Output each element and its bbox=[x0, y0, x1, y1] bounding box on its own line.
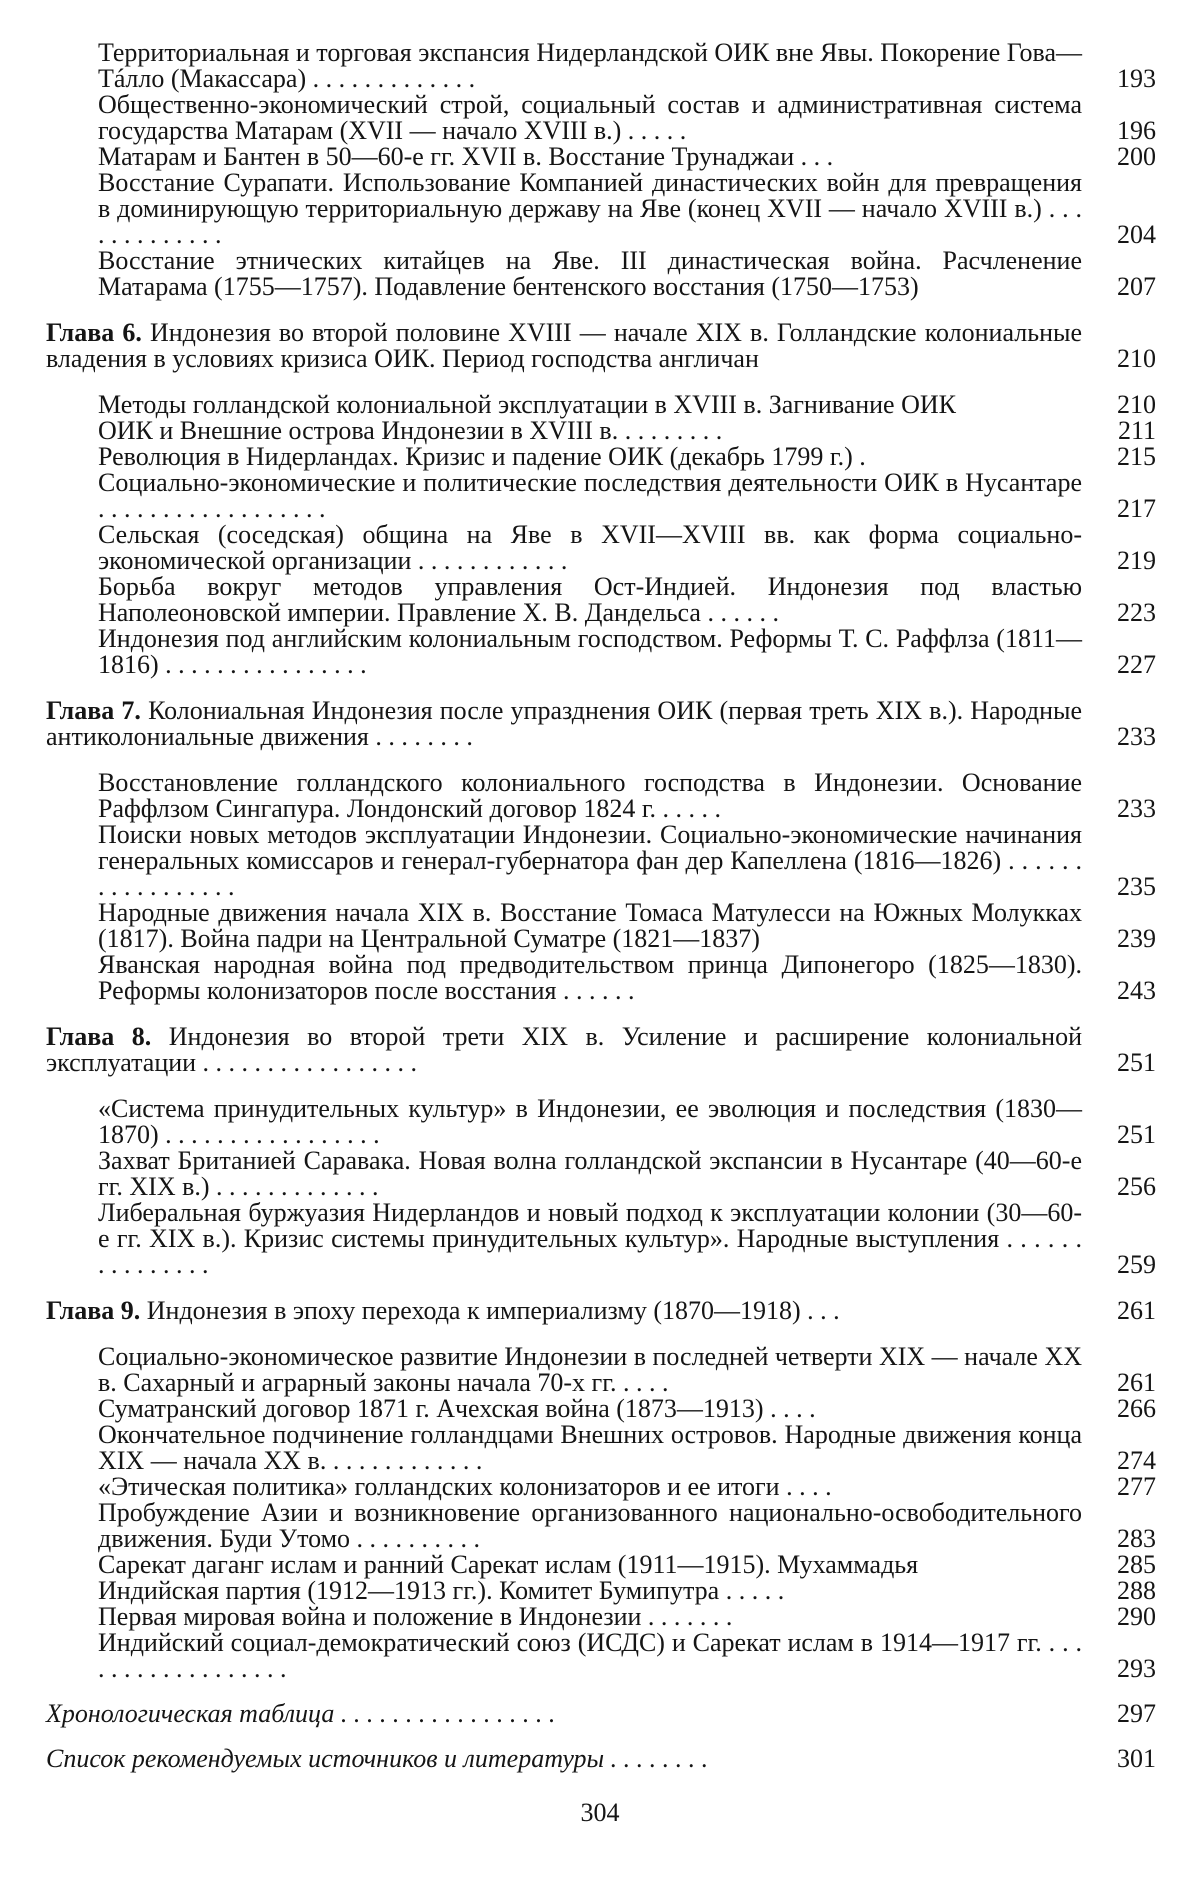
entry-page-number: 290 bbox=[1117, 1602, 1156, 1631]
entry-title: Народные движения начала XIX в. Восстание Томаса Матулесси на Южных Молукках (1817). Война падри на Центральной Суматре (1821—1837) bbox=[98, 898, 1082, 953]
entry-page-number: 251 bbox=[1117, 1048, 1156, 1077]
section-entry bbox=[98, 1096, 1156, 1148]
entry-page-number: 277 bbox=[1117, 1472, 1156, 1501]
entry-title: Хронологическая таблица . . . . . . . . . . . . . . . . . bbox=[46, 1699, 556, 1728]
entry-title: Восстановление голландского колониального господства в Индонезии. Основание Раффлзом Сингапура. Лондонский договор 1824 г. . . . . . bbox=[98, 768, 1082, 823]
chapter-label: Глава 7. bbox=[46, 696, 141, 725]
chapter-title: Колониальная Индонезия после упразднения ОИК (первая треть XIX в.). Народные антиколониальные движения . . . . . . . . bbox=[46, 696, 1082, 751]
entry-page-number: 259 bbox=[1117, 1250, 1156, 1279]
entry-title: Восстание Сурапати. Использование Компанией династических войн для превращения в доминирующую территориальную державу на Яве (конец XVII — начало XVIII в.) . . . . . . . . . . . . . bbox=[98, 168, 1082, 249]
section-entry bbox=[98, 1474, 1156, 1500]
entry-page-number: 211 bbox=[1117, 416, 1156, 445]
entry-page-number: 207 bbox=[1117, 272, 1156, 301]
entry-page-number: 293 bbox=[1117, 1654, 1156, 1683]
chapter-title: Индонезия во второй половине XVIII — начале XIX в. Голландские колониальные владения в условиях кризиса ОИК. Период господства англичан bbox=[46, 318, 1082, 373]
section-entry bbox=[98, 392, 1156, 418]
chapter-entry bbox=[46, 698, 1156, 750]
entry-page-number: 256 bbox=[1117, 1172, 1156, 1201]
section-entry bbox=[98, 900, 1156, 952]
section-entry bbox=[98, 444, 1156, 470]
section-entry bbox=[98, 470, 1156, 522]
section-entry bbox=[98, 40, 1156, 92]
entry-page-number: 215 bbox=[1117, 442, 1156, 471]
table-of-contents bbox=[46, 40, 1156, 1772]
entry-title: Методы голландской колониальной эксплуатации в XVIII в. Загнивание ОИК bbox=[98, 390, 956, 419]
entry-title: Социально-экономические и политические последствия деятельности ОИК в Нусантаре . . . . . . . . . . . . . . . . . . bbox=[98, 468, 1082, 523]
entry-title: Яванская народная война под предводительством принца Дипонегоро (1825—1830). Реформы колонизаторов после восстания . . . . . . bbox=[98, 950, 1082, 1005]
entry-title: Социально-экономическое развитие Индонезии в последней четверти XIX — начале XX в. Сахарный и аграрный законы начала 70-х гг. . . . . bbox=[98, 1342, 1082, 1397]
section-entry bbox=[98, 822, 1156, 900]
entry-title: Революция в Нидерландах. Кризис и падение ОИК (декабрь 1799 г.) . bbox=[98, 442, 866, 471]
chapter-entry bbox=[46, 1024, 1156, 1076]
section-entry bbox=[98, 248, 1156, 300]
entry-title: Борьба вокруг методов управления Ост-Индией. Индонезия под властью Наполеоновской империи. Правление Х. В. Дандельса . . . . . . bbox=[98, 572, 1082, 627]
entry-title: Общественно-экономический строй, социальный состав и административная система государства Матарам (XVII — начало XVIII в.) . . . . . bbox=[98, 90, 1082, 145]
entry-title: Первая мировая война и положение в Индонезии . . . . . . . bbox=[98, 1602, 733, 1631]
entry-page-number: 235 bbox=[1117, 872, 1156, 901]
back-matter-entry bbox=[46, 1701, 1156, 1727]
entry-page-number: 233 bbox=[1117, 722, 1156, 751]
section-entry bbox=[98, 574, 1156, 626]
section-entry bbox=[98, 1396, 1156, 1422]
chapter-title: Индонезия в эпоху перехода к империализму (1870—1918) . . . bbox=[146, 1296, 840, 1325]
section-entry bbox=[98, 1148, 1156, 1200]
chapter-title: Индонезия во второй трети XIX в. Усиление и расширение колониальной эксплуатации . . . . . . . . . . . . . . . . . bbox=[46, 1022, 1082, 1077]
entry-page-number: 200 bbox=[1117, 142, 1156, 171]
entry-page-number: 227 bbox=[1117, 650, 1156, 679]
entry-page-number: 219 bbox=[1117, 546, 1156, 575]
section-entry bbox=[98, 1578, 1156, 1604]
section-entry bbox=[98, 626, 1156, 678]
section-entry bbox=[98, 1604, 1156, 1630]
section-entry bbox=[98, 1552, 1156, 1578]
chapter-entry bbox=[46, 320, 1156, 372]
back-matter-entry bbox=[46, 1746, 1156, 1772]
entry-title: Территориальная и торговая экспансия Нидерландской ОИК вне Явы. Покорение Гова—Тáлло (Макассара) . . . . . . . . . . . . . bbox=[98, 38, 1082, 93]
entry-title: Индонезия под английским колониальным господством. Реформы Т. С. Раффлза (1811—1816) . . . . . . . . . . . . . . . . bbox=[98, 624, 1082, 679]
entry-title: ОИК и Внешние острова Индонезии в XVIII в. . . . . . . . . bbox=[98, 416, 723, 445]
entry-title: Поиски новых методов эксплуатации Индонезии. Социально-экономические начинания генеральных комиссаров и генерал-губернатора фан дер Капеллена (1816—1826) . . . . . . . . . . . . . . . . . bbox=[98, 820, 1082, 901]
entry-title: Пробуждение Азии и возникновение организованного национально-освободительного движения. Буди Утомо . . . . . . . . . . bbox=[98, 1498, 1082, 1553]
entry-title: Либеральная буржуазия Нидерландов и новый подход к эксплуатации колонии (30—60-е гг. XIX в.). Кризис системы принудительных культур». Народные выступления . . . . . . . . . . . . . . . bbox=[98, 1198, 1082, 1279]
entry-page-number: 274 bbox=[1117, 1446, 1156, 1475]
entry-title: Индийский социал-демократический союз (ИСДС) и Сарекат ислам в 1914—1917 гг. . . . . . . . . . . . . . . . . . . bbox=[98, 1628, 1082, 1683]
entry-title: Окончательное подчинение голландцами Внешних островов. Народные движения конца XIX — начала XX в. . . . . . . . . . . . . bbox=[98, 1420, 1082, 1475]
entry-page-number: 243 bbox=[1117, 976, 1156, 1005]
entry-page-number: 301 bbox=[1117, 1744, 1156, 1773]
section-entry bbox=[98, 1200, 1156, 1278]
section-entry bbox=[98, 1630, 1156, 1682]
entry-title: Матарам и Бантен в 50—60-е гг. XVII в. Восстание Трунаджаи . . . bbox=[98, 142, 834, 171]
entry-page-number: 261 bbox=[1117, 1368, 1156, 1397]
entry-page-number: 210 bbox=[1117, 344, 1156, 373]
entry-title: Сельская (соседская) община на Яве в XVII—XVIII вв. как форма социально-экономической организации . . . . . . . . . . . . bbox=[98, 520, 1082, 575]
entry-page-number: 288 bbox=[1117, 1576, 1156, 1605]
entry-title: Восстание этнических китайцев на Яве. III династическая война. Расчленение Матарама (1755—1757). Подавление бентенского восстания (1750—1753) bbox=[98, 246, 1082, 301]
section-entry bbox=[98, 522, 1156, 574]
entry-title: Список рекомендуемых источников и литературы . . . . . . . . bbox=[46, 1744, 709, 1773]
entry-title: Индийская партия (1912—1913 гг.). Комитет Бумипутра . . . . . bbox=[98, 1576, 785, 1605]
entry-title: Суматранский договор 1871 г. Ачехская война (1873—1913) . . . . bbox=[98, 1394, 816, 1423]
section-entry bbox=[98, 1422, 1156, 1474]
entry-page-number: 297 bbox=[1117, 1699, 1156, 1728]
entry-page-number: 261 bbox=[1117, 1296, 1156, 1325]
entry-title: «Система принудительных культур» в Индонезии, ее эволюция и последствия (1830—1870) . . . . . . . . . . . . . . . . . bbox=[98, 1094, 1082, 1149]
entry-page-number: 233 bbox=[1117, 794, 1156, 823]
entry-page-number: 193 bbox=[1117, 64, 1156, 93]
entry-page-number: 239 bbox=[1117, 924, 1156, 953]
entry-title: Сарекат даганг ислам и ранний Сарекат ислам (1911—1915). Мухаммадья bbox=[98, 1550, 919, 1579]
entry-page-number: 210 bbox=[1117, 390, 1156, 419]
entry-title: Захват Британией Саравака. Новая волна голландской экспансии в Нусантаре (40—60-е гг. XIX в.) . . . . . . . . . . . . . bbox=[98, 1146, 1082, 1201]
entry-page-number: 196 bbox=[1117, 116, 1156, 145]
section-entry bbox=[98, 144, 1156, 170]
entry-page-number: 283 bbox=[1117, 1524, 1156, 1553]
section-entry bbox=[98, 770, 1156, 822]
section-entry bbox=[98, 418, 1156, 444]
section-entry bbox=[98, 1344, 1156, 1396]
chapter-label: Глава 8. bbox=[46, 1022, 152, 1051]
entry-page-number: 223 bbox=[1117, 598, 1156, 627]
section-entry bbox=[98, 1500, 1156, 1552]
chapter-entry bbox=[46, 1298, 1156, 1324]
entry-page-number: 251 bbox=[1117, 1120, 1156, 1149]
section-entry bbox=[98, 92, 1156, 144]
page-number: 304 bbox=[580, 1798, 620, 1827]
chapter-label: Глава 6. bbox=[46, 318, 142, 347]
entry-page-number: 204 bbox=[1117, 220, 1156, 249]
section-entry bbox=[98, 952, 1156, 1004]
section-entry bbox=[98, 170, 1156, 248]
chapter-label: Глава 9. bbox=[46, 1296, 141, 1325]
entry-page-number: 285 bbox=[1117, 1550, 1156, 1579]
entry-title: «Этическая политика» голландских колонизаторов и ее итоги . . . . bbox=[98, 1472, 832, 1501]
entry-page-number: 217 bbox=[1117, 494, 1156, 523]
entry-page-number: 266 bbox=[1117, 1394, 1156, 1423]
